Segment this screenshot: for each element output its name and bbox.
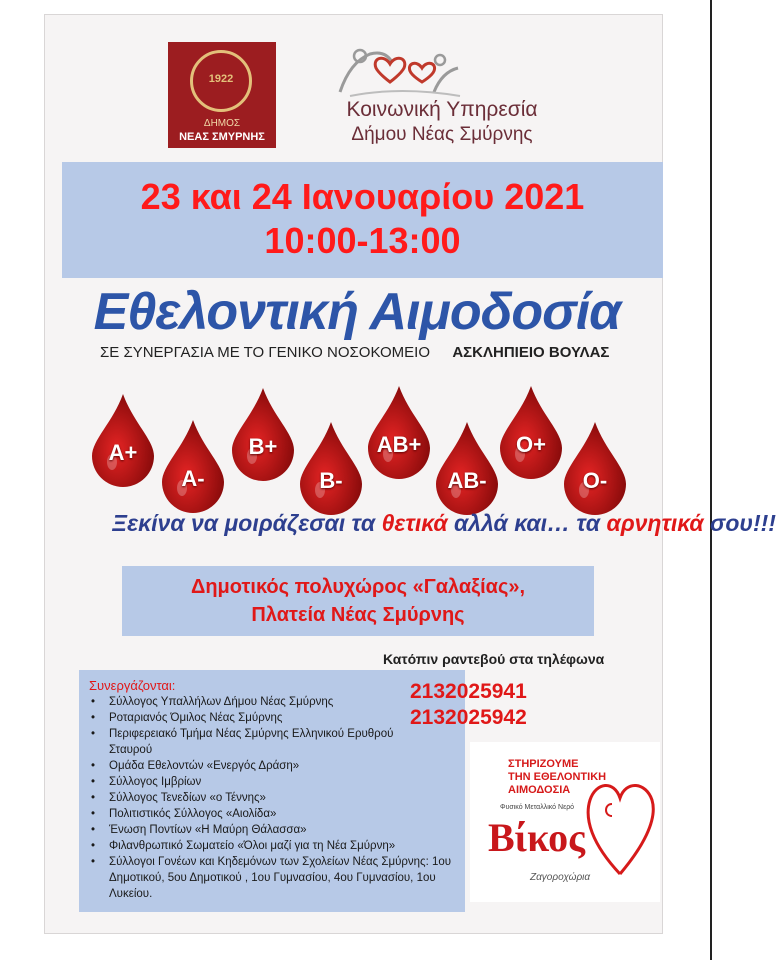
partner-item: • Ένωση Ποντίων «Η Μαύρη Θάλασσα» (101, 822, 461, 838)
slogan (112, 510, 776, 537)
blood-drop-a-neg (158, 418, 228, 514)
event-dates: 23 και 24 Ιανουαρίου 2021 (140, 176, 585, 217)
sponsor-line1: ΣΤΗΡΙΖΟΥΜΕ (508, 758, 579, 770)
sponsor-brand: Βίκος (488, 815, 586, 860)
event-hours: 10:00-13:00 (264, 220, 461, 261)
blood-type-label: O- (582, 468, 608, 493)
blood-type-label: B- (319, 468, 343, 493)
blood-type-label: A- (181, 466, 205, 491)
blood-type-label: AB+ (376, 432, 422, 457)
slogan-part2: αλλά και… τα (447, 510, 607, 536)
appointment-note: Κατόπιν ραντεβού στα τηλέφωνα (383, 651, 605, 667)
social-service-subtitle: Δήμου Νέας Σμύρνης (351, 124, 533, 145)
phone-number-1[interactable]: 2132025941 (410, 680, 527, 703)
partner-item: • Ομάδα Εθελοντών «Ενεργός Δράση» (101, 758, 461, 774)
seal-year: 1922 (208, 73, 234, 85)
partner-item: • Σύλλογος Τενεδίων «ο Τέννης» (101, 790, 461, 806)
partner-item: • Φιλανθρωπικό Σωματείο «Όλοι μαζί για τη Νέα Σμύρνη» (101, 838, 461, 854)
partner-item: • Σύλλογοι Γονέων και Κηδεμόνων των Σχολείων Νέας Σμύρνης: 1ου Δημοτικού, 5ου Δημοτικού , 1ου Γυμνασίου, 4ου Γυμνασίου, 1ου Λυκείου. (101, 854, 461, 902)
slogan-part1: Ξεκίνα να μοιράζεσαι τα (112, 510, 382, 536)
blood-drop-b-neg (296, 420, 366, 516)
social-service-title: Κοινωνική Υπηρεσία (346, 98, 538, 121)
slogan-part3: σου!!! (703, 510, 776, 536)
partner-item: • Περιφερειακό Τμήμα Νέας Σμύρνης Ελληνικού Ερυθρού Σταυρού (101, 726, 439, 758)
date-banner (62, 162, 663, 278)
partner-item: • Πολιτιστικός Σύλλογος «Αιολίδα» (101, 806, 461, 822)
blood-type-label: AB- (447, 468, 487, 493)
partner-item: • Σύλλογος Ιμβρίων (101, 774, 461, 790)
blood-drop-b-pos (228, 386, 298, 482)
subtitle-prefix: ΣΕ ΣΥΝΕΡΓΑΣΙΑ ΜΕ ΤΟ ΓΕΝΙΚΟ ΝΟΣΟΚΟΜΕΙΟ (100, 344, 430, 361)
municipality-name-line1: ΔΗΜΟΣ (203, 118, 241, 129)
blood-type-label: B+ (248, 434, 278, 459)
blood-drop-a-pos (88, 392, 158, 488)
municipality-logo (168, 42, 276, 148)
slogan-positive: θετικά (381, 510, 448, 536)
partners-box (79, 670, 465, 912)
slogan-negative: αρνητικά (606, 510, 704, 536)
hospital-name: ΑΣΚΛΗΠΙΕΙΟ ΒΟΥΛΑΣ (452, 344, 610, 361)
family-hearts-icon (330, 42, 470, 98)
phone-number-2[interactable]: 2132025942 (410, 706, 527, 729)
partner-item: • Ροταριανός Όμιλος Νέας Σμύρνης (101, 710, 461, 726)
right-border-line (710, 0, 712, 960)
venue-box (122, 566, 594, 636)
partners-title: Συνεργάζονται: (89, 678, 176, 693)
event-subtitle (100, 344, 630, 361)
sponsor-small-text: Φυσικό Μεταλλικό Νερό (500, 804, 575, 811)
blood-drop-o-neg (560, 420, 630, 516)
blood-drop-ab-pos (364, 384, 434, 480)
municipality-seal-icon (190, 50, 252, 112)
sponsor-logo (470, 742, 660, 902)
sponsor-signature: Ζαγοροχώρια (530, 872, 591, 883)
sponsor-line3: ΑΙΜΟΔΟΣΙΑ (508, 784, 571, 796)
venue-name: Δημοτικός πολυχώρος «Γαλαξίας», (190, 576, 526, 598)
blood-type-label: O+ (516, 432, 546, 457)
venue-location: Πλατεία Νέας Σμύρνης (251, 604, 465, 626)
blood-drop-ab-neg (432, 420, 502, 516)
partners-list (87, 694, 461, 902)
municipality-name-line2: ΝΕΑΣ ΣΜΥΡΝΗΣ (179, 131, 265, 143)
event-title: Εθελοντική Αιμοδοσία (93, 283, 621, 341)
blood-drop-o-pos (496, 384, 566, 480)
sponsor-line2: ΤΗΝ ΕΘΕΛΟΝΤΙΚΗ (508, 771, 607, 783)
partner-item: • Σύλλογος Υπαλλήλων Δήμου Νέας Σμύρνης (101, 694, 461, 710)
blood-type-label: A+ (108, 440, 138, 465)
